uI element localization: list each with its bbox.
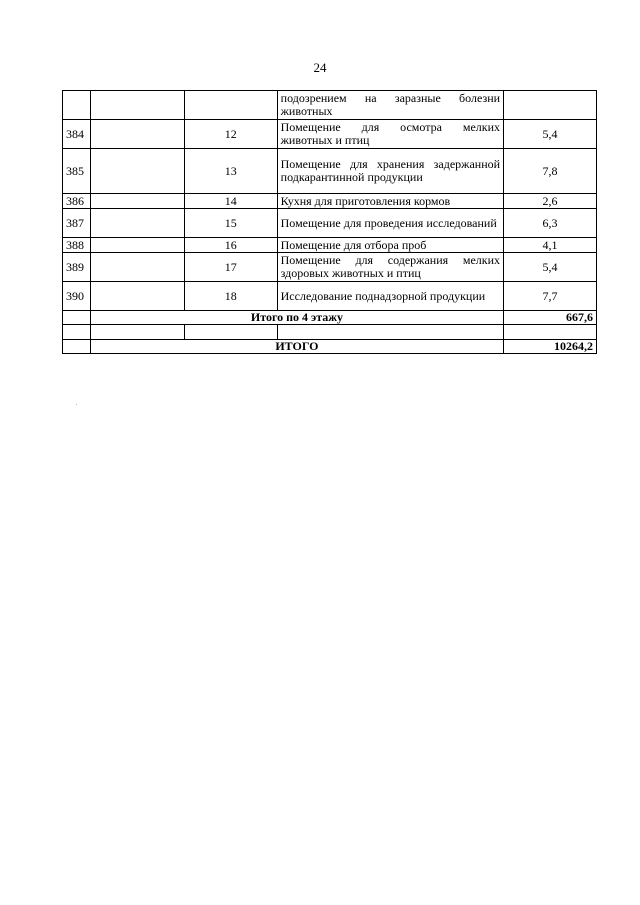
row-number bbox=[63, 91, 91, 120]
room-name: Помещение для отбора проб bbox=[277, 238, 503, 253]
blank-cell bbox=[277, 325, 503, 340]
blank-cell bbox=[90, 282, 184, 311]
floor-total-value: 667,6 bbox=[504, 311, 597, 325]
blank-cell bbox=[90, 120, 184, 149]
room-name: Помещение для содержания мелких здоровых животных и птиц bbox=[277, 253, 503, 282]
scan-speck bbox=[76, 404, 77, 405]
blank-cell bbox=[90, 209, 184, 238]
room-area: 2,6 bbox=[504, 194, 597, 209]
table-row bbox=[63, 149, 597, 194]
blank-cell bbox=[90, 238, 184, 253]
table-row bbox=[63, 120, 597, 149]
row-number: 385 bbox=[63, 149, 91, 194]
room-area: 5,4 bbox=[504, 253, 597, 282]
blank-cell bbox=[63, 311, 91, 325]
row-number: 387 bbox=[63, 209, 91, 238]
blank-cell bbox=[63, 325, 91, 340]
room-area: 7,8 bbox=[504, 149, 597, 194]
floor-total-label: Итого по 4 этажу bbox=[90, 311, 503, 325]
room-area: 4,1 bbox=[504, 238, 597, 253]
table-row bbox=[63, 238, 597, 253]
grand-total-label: ИТОГО bbox=[90, 340, 503, 354]
row-number: 390 bbox=[63, 282, 91, 311]
room-name: Помещение для хранения задержанной подкарантинной продукции bbox=[277, 149, 503, 194]
blank-cell bbox=[90, 149, 184, 194]
room-name: подозрением на заразные болезни животных bbox=[277, 91, 503, 120]
room-name: Исследование поднадзорной продукции bbox=[277, 282, 503, 311]
room-number: 16 bbox=[184, 238, 277, 253]
room-number: 14 bbox=[184, 194, 277, 209]
row-number: 388 bbox=[63, 238, 91, 253]
grand-total-value: 10264,2 bbox=[504, 340, 597, 354]
room-area: 6,3 bbox=[504, 209, 597, 238]
table-row bbox=[63, 91, 597, 120]
table-row bbox=[63, 253, 597, 282]
row-number: 384 bbox=[63, 120, 91, 149]
room-number: 15 bbox=[184, 209, 277, 238]
page-number: 24 bbox=[313, 60, 327, 75]
room-number: 13 bbox=[184, 149, 277, 194]
floor-total-row bbox=[63, 311, 597, 325]
blank-cell bbox=[90, 91, 184, 120]
row-number: 386 bbox=[63, 194, 91, 209]
blank-cell bbox=[504, 325, 597, 340]
room-number: 18 bbox=[184, 282, 277, 311]
rooms-table bbox=[62, 90, 597, 354]
room-name: Кухня для приготовления кормов bbox=[277, 194, 503, 209]
table-row bbox=[63, 282, 597, 311]
room-name: Помещение для проведения исследований bbox=[277, 209, 503, 238]
blank-cell bbox=[90, 194, 184, 209]
blank-cell bbox=[184, 325, 277, 340]
room-name: Помещение для осмотра мелких животных и птиц bbox=[277, 120, 503, 149]
room-number: 17 bbox=[184, 253, 277, 282]
room-number: 12 bbox=[184, 120, 277, 149]
room-area: 7,7 bbox=[504, 282, 597, 311]
grand-total-row bbox=[63, 340, 597, 354]
row-number: 389 bbox=[63, 253, 91, 282]
room-area: 5,4 bbox=[504, 120, 597, 149]
room-number bbox=[184, 91, 277, 120]
table-row bbox=[63, 209, 597, 238]
table-row bbox=[63, 194, 597, 209]
blank-cell bbox=[90, 325, 184, 340]
blank-cell bbox=[63, 340, 91, 354]
room-area bbox=[504, 91, 597, 120]
blank-cell bbox=[90, 253, 184, 282]
empty-row bbox=[63, 325, 597, 340]
